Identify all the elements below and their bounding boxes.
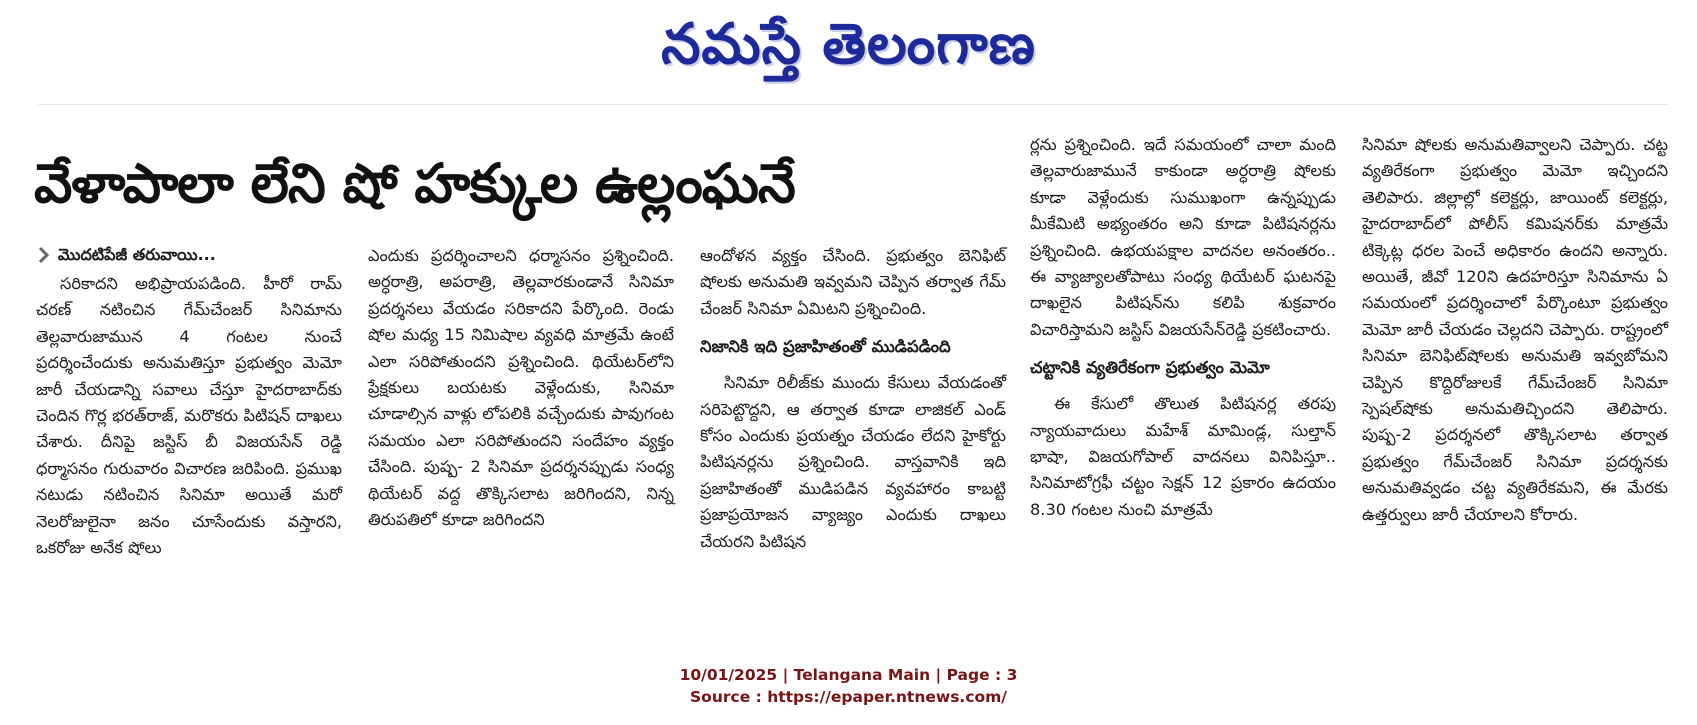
masthead-divider	[38, 104, 1668, 105]
article-column-4	[1030, 132, 1336, 523]
article-column-5	[1362, 132, 1668, 528]
article-column-2	[368, 243, 674, 533]
subheading: నిజానికి ఇది ప్రజాహితంతో ముడిపడింది	[700, 337, 951, 357]
paragraph: సినిమా షోలకు అనుమతివ్వాలని చెప్పారు. చట్ట వ్యతిరేకంగా ప్రభుత్వం మెమో ఇచ్చిందని తెలిపారు. జిల్లాల్లో కలెక్టర్లు, జాయింట్ కలెక్టర్లు, హైదరాబాద్‌లో పోలీస్ కమిషనర్‌కు మాత్రమే టిక్కెట్ల ధరల పెంచే అధికారం ఉందని అన్నారు. అయితే, జీవో 120ని ఉదహరిస్తూ సినిమాను ఏ సమయంలో ప్రదర్శించాలో పేర్కొంటూ ప్రభుత్వం మెమో జారీ చేయడం చెల్లదని చెప్పారు. రాష్ట్రంలో సినిమా బెనిఫిట్‌షోలకు అనుమతి ఇవ్వబోమని చెప్పిన కొద్దిరోజులకే గేమ్‌చేంజర్ సినిమా స్పెషల్‌షోకు అనుమతిచ్చిందని తెలిపారు. పుష్ప-2 ప్రదర్శనలో తొక్కిసలాట తర్వాత ప్రభుత్వం గేమ్‌చేంజర్ సినిమా ప్రదర్శనకు అనుమతివ్వడం చట్ట వ్యతిరేకమని, ఈ మేరకు ఉత్తర్వులు జారీ చేయాలని కోరారు.	[1362, 135, 1668, 524]
article-column-3	[700, 243, 1006, 555]
chevron-right-icon	[36, 245, 52, 265]
paragraph: ఈ కేసులో తొలుత పిటిషనర్ల తరపు న్యాయవాదులు మహేశ్ మామిండ్ల, సుల్తాన్ భాషా, విజయగోపాల్ వాదనలు వినిపిస్తూ.. సినిమాటోగ్రఫీ చట్టం సెక్షన్ 12 ప్రకారం ఉదయం 8.30 గంటల నుంచి మాత్రమే	[1030, 394, 1336, 519]
edition-info: 10/01/2025 | Telangana Main | Page : 3	[679, 666, 1018, 684]
masthead	[0, 4, 1697, 84]
article-headline: వేళాపాలా లేని షో హక్కుల ఉల్లంఘనే	[34, 152, 795, 215]
subheading: చట్టానికి వ్యతిరేకంగా ప్రభుత్వం మెమో	[1030, 358, 1270, 378]
page-footer	[0, 664, 1697, 708]
paragraph: సరికాదని అభిప్రాయపడింది. హీరో రామ్ చరణ్ నటించిన గేమ్‌చేంజర్ సినిమాను తెల్లవారుజామున 4 గంటల నుంచే ప్రదర్శించేందుకు అనుమతిస్తూ ప్రభుత్వం మెమో జారీ చేయడాన్ని సవాలు చేస్తూ హైదరాబాద్‌కు చెందిన గొర్ల భరత్‌రాజ్, మరొకరు పిటిషన్ దాఖలు చేశారు. దీనిపై జస్టిస్ బీ విజయసేన్ రెడ్డి ధర్మాసనం గురువారం విచారణ జరిపింది. ప్రముఖ నటుడు నటించిన సినిమా అయితే మరో నెలరోజులైనా జనం చూసేందుకు వస్తారని, ఒకరోజు అనేక షోలు	[36, 274, 342, 558]
kicker-label: మొదటిపేజీ తరువాయి...	[58, 245, 216, 264]
paragraph: సినిమా రిలీజ్‌కు ముందు కేసులు వేయడంతో సరిపెట్టొద్దని, ఆ తర్వాత కూడా లాజికల్ ఎండ్ కోసం ఎందుకు ప్రయత్నం చేయడం లేదని హైకోర్టు పిటిషనర్లను ప్రశ్నించింది. వాస్తవానికి ఇది ప్రజాహితంతో ముడిపడిన వ్యవహారం కాబట్టి ప్రజాప్రయోజన వ్యాజ్యం ఎందుకు దాఖలు చేయరని పిటిషన	[700, 373, 1006, 551]
masthead-logo: నమస్తే తెలంగాణ	[661, 11, 1036, 77]
paragraph: ఎందుకు ప్రదర్శించాలని ధర్మాసనం ప్రశ్నించింది. అర్ధరాత్రి, అపరాత్రి, తెల్లవారకుండానే సినిమా ప్రదర్శనలు వేయడం సరికాదని పేర్కొంది. రెండు షోల మధ్య 15 నిమిషాల వ్యవధి మాత్రమే ఉంటే ఎలా సరిపోతుందని ప్రశ్నించింది. థియేటర్‌లోని ప్రేక్షకులు బయటకు వెళ్లేందుకు, సినిమా చూడాల్సిన వాళ్లు లోపలికి వచ్చేందుకు పావుగంట సమయం ఎలా సరిపోతుందని సందేహం వ్యక్తం చేసింది. పుష్ప- 2 సినిమా ప్రదర్శనప్పుడు సంధ్య థియేటర్ వద్ద తొక్కిసలాట జరిగిందని, నిన్న తిరుపతిలో కూడా జరిగిందని	[368, 246, 674, 530]
paragraph: ఆందోళన వ్యక్తం చేసింది. ప్రభుత్వం బెనిఫిట్ షోలకు అనుమతి ఇవ్వమని చెప్పిన తర్వాత గేమ్ చేంజర్ సినిమా ఏమిటని ప్రశ్నించింది.	[700, 246, 1006, 318]
article-column-1	[36, 243, 342, 561]
continuation-kicker	[36, 243, 342, 267]
source-link[interactable]: Source : https://epaper.ntnews.com/	[690, 688, 1007, 706]
paragraph: ర్లను ప్రశ్నించింది. ఇదే సమయంలో చాలా మంది తెల్లవారుజామునే కాకుండా అర్ధరాత్రి షోలకు కూడా వెళ్లేందుకు సుముఖంగా ఉన్నప్పుడు మీకేమిటి అభ్యంతరం అని కూడా పిటిషనర్లను ప్రశ్నించింది. ఉభయపక్షాల వాదనల అనంతరం.. ఈ వ్యాజ్యాలతోపాటు సంధ్య థియేటర్ ఘటనపై దాఖలైన పిటిషన్‌ను కలిపి శుక్రవారం విచారిస్తామని జస్టిస్ విజయసేన్‌రెడ్డి ప్రకటించారు.	[1030, 135, 1336, 339]
